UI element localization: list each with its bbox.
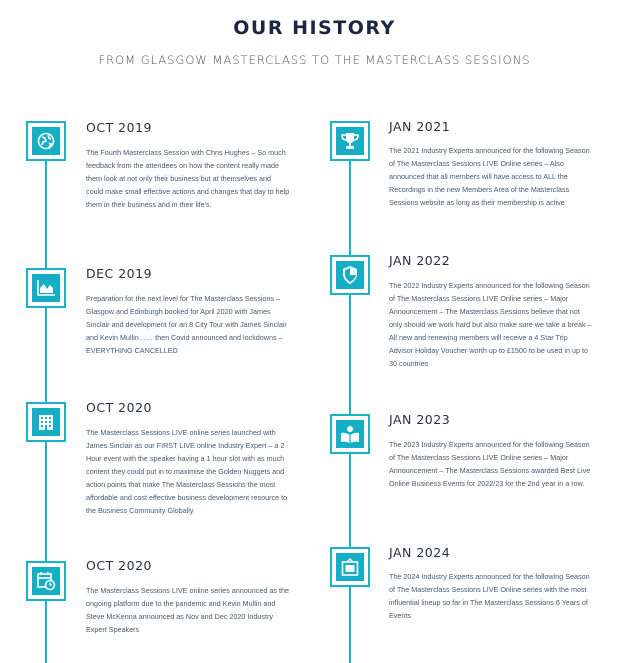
shield-icon [336, 261, 364, 289]
timeline-description: Preparation for the next level for The Masterclass Sessions – Glasgow and Edinburgh booked for April 2020 with James Sinclair and development for an 8 City Tour with James Sinclair and Kevin Mullin…… then Covid announced and lockdowns – EVERYTHING CANCELLED [86, 294, 287, 355]
timeline-description: The 2021 Industry Experts announced for the following Season of The Masterclass Sessions LIVE Online series – Also announced that all members will have access to ALL the Recordings in the new Members Area of the Masterclass Sessions website as long as their membership is active [389, 146, 590, 207]
timeline-icon-box [330, 547, 370, 587]
timeline-description: The 2023 Industry Experts announced for the following Season of The Masterclass Sessions LIVE Online series – Major Announcement – The Masterclass Sessions awarded Best Live Online Business Events for 2022/23 for the 2nd year in a row. [389, 440, 591, 488]
timeline-icon-box [330, 255, 370, 295]
timeline-description: The Masterclass Sessions LIVE online series launched with James Sinclair as our FIRST LIVE online Industry Expert – a 2 Hour event with the speaker having a 1 hour slot with as much content they could put in to maximise the Golden Nuggets and action points that make The Masterclass Sessions the most affordable and cost effective business development resource to the Business Community Globally [86, 428, 288, 515]
timeline-date: JAN 2024 [389, 545, 451, 560]
timeline-date: OCT 2020 [86, 400, 152, 415]
chart-icon [32, 274, 60, 302]
reader-icon [336, 420, 364, 448]
timeline-icon-box [26, 402, 66, 442]
timeline-date: DEC 2019 [86, 266, 153, 281]
timeline-date: JAN 2021 [389, 119, 451, 134]
timeline-description: The Masterclass Sessions LIVE online series announced as the ongoing platform due to the pandemic and Kevin Mullin and Steve McKenna announced as Nov and Dec 2020 Industry Expert Speakers [86, 586, 289, 634]
timeline-icon-box [330, 414, 370, 454]
trophy-icon [336, 127, 364, 155]
timeline-icon-box [26, 561, 66, 601]
calendar-icon [32, 567, 60, 595]
timeline-description: The 2022 Industry Experts announced for the following Season of The Masterclass Sessions LIVE Online series – Major Announcement – The Masterclass Sessions believe that not only should we work hard but also make sure we take a break – All new and renewing members will receive a 4 Star Trip Advisor Holiday Voucher worth up to £1500 to be used in up to 30 countries [389, 281, 592, 368]
timeline-description: The Fourth Masterclass Session with Chris Hughes – So much feedback from the attendees on how the content really made them look at not only their business but at themselves and could make small effective actions and changes that day to help them in their business and in their life's. [86, 148, 290, 209]
frame-icon [336, 553, 364, 581]
timeline-date: JAN 2022 [389, 253, 451, 268]
timeline-date: JAN 2023 [389, 412, 451, 427]
timeline-description: The 2024 Industry Experts announced for the following Season of The Masterclass Sessions LIVE Online series with the most influential lineup so far in The Masterclass Sessions 6 Years of Events [389, 572, 590, 620]
page-title: OUR HISTORY [233, 17, 396, 39]
page-subtitle: FROM GLASGOW MASTERCLASS TO THE MASTERCLASS SESSIONS [98, 53, 531, 67]
globe-icon [32, 127, 60, 155]
timeline-icon-box [26, 268, 66, 308]
timeline-icon-box [330, 121, 370, 161]
building-icon [32, 408, 60, 436]
timeline-date: OCT 2019 [86, 120, 152, 135]
timeline-date: OCT 2020 [86, 558, 152, 573]
timeline-icon-box [26, 121, 66, 161]
